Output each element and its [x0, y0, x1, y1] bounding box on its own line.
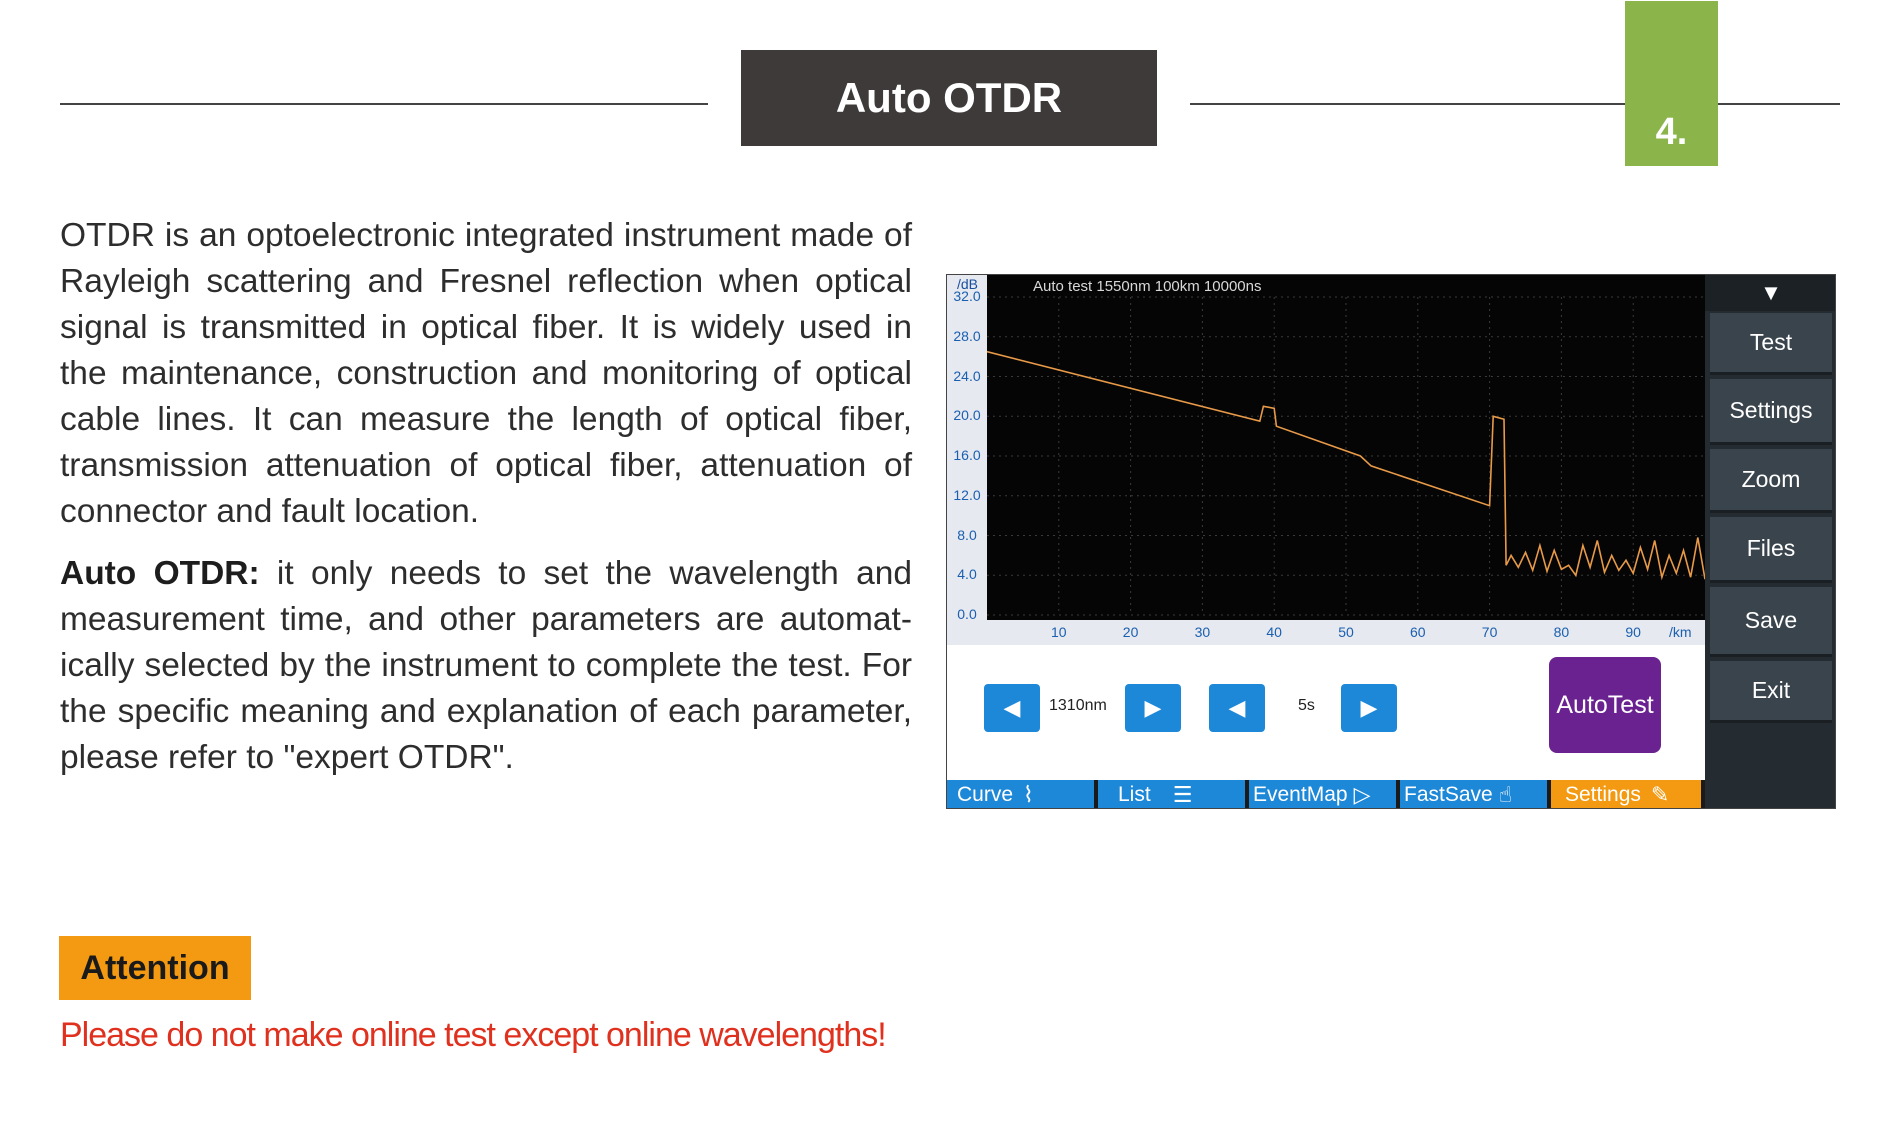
autotest-button[interactable]: AutoTest	[1549, 657, 1661, 753]
arrow-left-icon: ◀	[1003, 695, 1021, 720]
tab-event-map-label: EventMap	[1253, 783, 1348, 806]
x-tick-label: 40	[1266, 624, 1282, 640]
y-tick-label: 0.0	[957, 606, 977, 622]
x-tick-label: 90	[1625, 624, 1641, 640]
side-save-button[interactable]: Save	[1710, 587, 1832, 657]
x-tick-label: 10	[1051, 624, 1067, 640]
x-tick-label: 50	[1338, 624, 1354, 640]
side-zoom-button[interactable]: Zoom	[1710, 449, 1832, 513]
y-tick-label: 32.0	[953, 288, 981, 304]
curve-icon: ⌇	[1023, 782, 1034, 807]
y-axis-unit: /dB	[957, 276, 979, 292]
otdr-trace-chart[interactable]	[987, 275, 1705, 620]
tab-list[interactable]	[1098, 780, 1245, 809]
header-rule-left	[60, 103, 708, 105]
arrow-right-icon: ▶	[1360, 695, 1378, 720]
side-files-button[interactable]: Files	[1710, 517, 1832, 583]
y-tick-label: 12.0	[953, 486, 981, 503]
x-tick-label: 20	[1122, 624, 1139, 640]
side-settings-button[interactable]: Settings	[1710, 379, 1832, 445]
tab-list-label: List	[1118, 783, 1151, 806]
y-tick-label: 8.0	[957, 526, 977, 543]
duration-prev-button[interactable]	[1209, 684, 1265, 732]
wavelength-next-button[interactable]	[1125, 684, 1181, 732]
auto-otdr-paragraph	[60, 551, 912, 781]
duration-next-button[interactable]	[1341, 684, 1397, 732]
x-tick-label: 70	[1481, 624, 1498, 640]
tab-event-map[interactable]	[1249, 780, 1396, 809]
y-tick-label: 20.0	[953, 407, 981, 424]
y-tick-label: 24.0	[953, 367, 981, 384]
duration-value: 5s	[1298, 697, 1315, 714]
otdr-device-screen	[946, 274, 1836, 809]
tab-curve-label: Curve	[957, 783, 1014, 806]
y-tick-label: 4.0	[957, 566, 977, 583]
event-map-icon: ▷	[1353, 782, 1371, 807]
x-tick-label: 30	[1194, 624, 1211, 640]
fast-save-icon: ☝	[1498, 782, 1513, 807]
tab-settings-label: Settings	[1565, 783, 1641, 806]
attention-warning-text: Please do not make online test except online wavelengths!	[60, 1016, 886, 1054]
x-tick-label: 60	[1410, 624, 1426, 640]
intro-paragraph: OTDR is an optoelectronic integrated instrument made of Rayleigh scattering and Fresnel reflection when optical signal is transmitted in optical fiber. It is widely used in the maintenance, construction and monitoring of optical cable lines. It can measure the length of optical fiber, transmission attenuation of optical fiber, attenuation of connector and fault location.	[60, 217, 912, 530]
wavelength-prev-button[interactable]	[984, 684, 1040, 732]
tab-curve[interactable]	[947, 780, 1094, 809]
list-icon: ☰	[1172, 782, 1193, 807]
page-title: Auto OTDR	[741, 50, 1157, 146]
chapter-number-tab: 4.	[1625, 1, 1718, 166]
attention-badge: Attention	[59, 936, 251, 1000]
x-axis-unit: /km	[1669, 624, 1692, 640]
plot-header: Auto test 1550nm 100km 10000ns	[1033, 278, 1262, 295]
arrow-left-icon: ◀	[1228, 695, 1246, 720]
auto-otdr-term: Auto OTDR:	[60, 555, 260, 592]
side-test-button[interactable]: Test	[1710, 313, 1832, 375]
auto-otdr-description: it only needs to set the wavelength and measurement time, and other parameters are automat-ically selected by the instrument to complete the test. For the specific meaning and explanation of each parameter, please refer to "expert OTDR".	[60, 555, 912, 776]
tab-fast-save[interactable]	[1400, 780, 1547, 809]
otdr-trace-svg	[987, 275, 1705, 620]
plot-area	[947, 275, 1705, 645]
header-rule-right	[1190, 103, 1840, 105]
y-tick-label: 28.0	[953, 327, 981, 344]
tab-settings[interactable]	[1551, 780, 1701, 809]
x-tick-label: 80	[1553, 624, 1570, 640]
settings-icon: ✎	[1650, 782, 1670, 807]
tab-fast-save-label: FastSave	[1404, 783, 1493, 806]
wavelength-value: 1310nm	[1049, 697, 1107, 714]
arrow-right-icon: ▶	[1144, 695, 1162, 720]
y-tick-label: 16.0	[953, 447, 981, 463]
dropdown-arrow-icon[interactable]: ▼	[1705, 275, 1836, 311]
side-exit-button[interactable]: Exit	[1710, 661, 1832, 723]
